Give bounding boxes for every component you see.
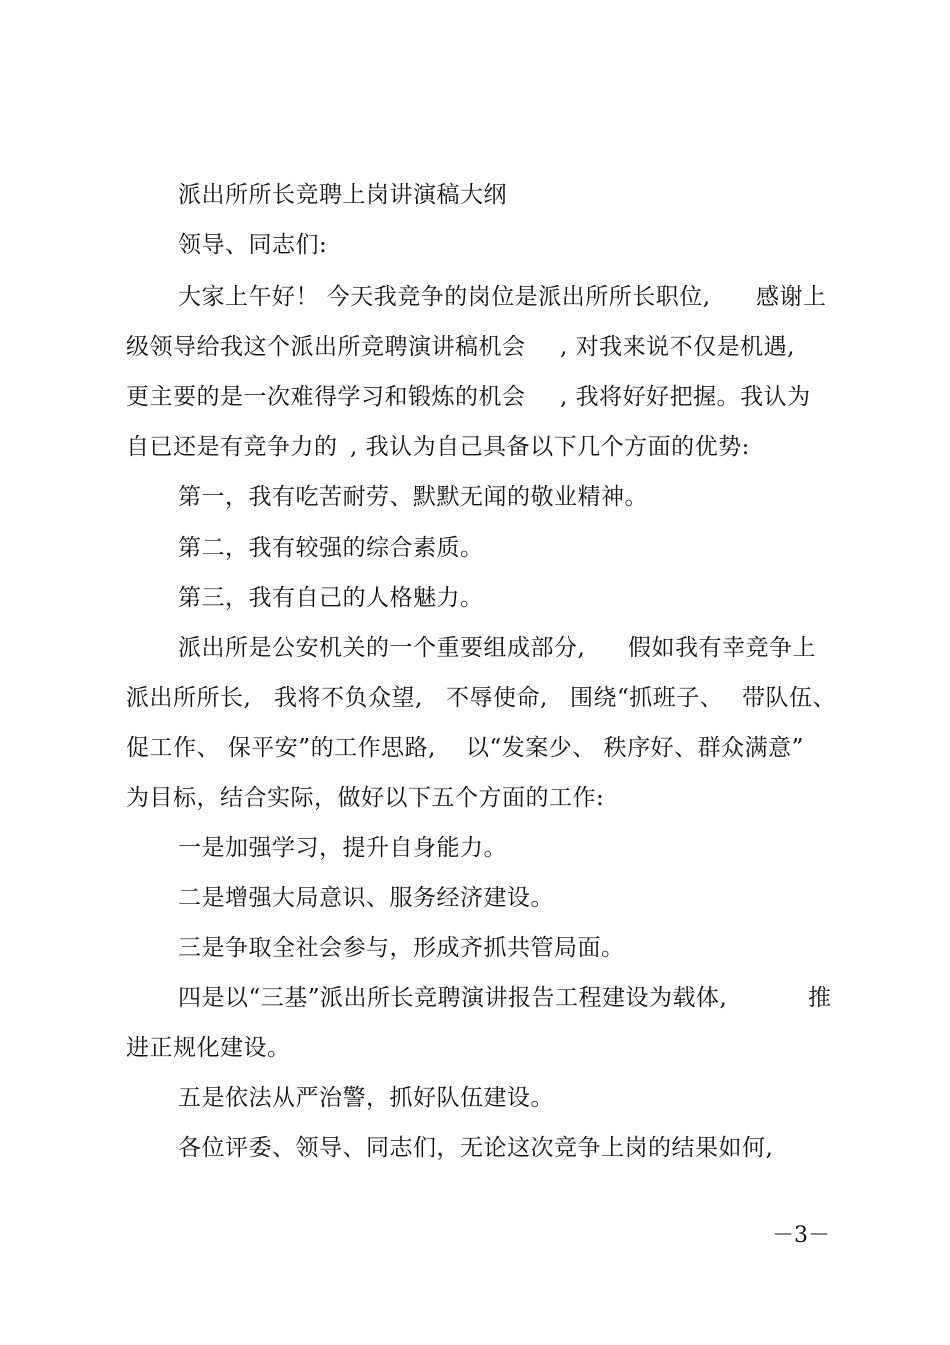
advantage-1: 第一，我有吃苦耐劳、默默无闻的敬业精神。 bbox=[178, 484, 648, 510]
plan-line-1: 派出所是公安机关的一个重要组成部分, bbox=[178, 635, 586, 661]
advantage-3: 第三，我有自己的人格魅力。 bbox=[178, 585, 484, 611]
plan-line-2e: 带队伍、 bbox=[742, 685, 836, 711]
intro-line-1-end: 感谢上 bbox=[756, 284, 827, 310]
task-2: 二是增强大局意识、服务经济建设。 bbox=[178, 885, 554, 911]
document-title: 派出所所长竞聘上岗讲演稿大纲 bbox=[178, 182, 507, 208]
task-3: 三是争取全社会参与，形成齐抓共管局面。 bbox=[178, 935, 625, 961]
closing-line: 各位评委、领导、同志们，无论这次竞争上岗的结果如何, bbox=[178, 1135, 774, 1161]
task-4-end: 推 bbox=[808, 985, 832, 1011]
plan-line-2b: 我将不负众望, bbox=[274, 685, 423, 711]
task-4: 四是以“三基”派出所长竞聘演讲报告工程建设为载体, bbox=[178, 985, 728, 1011]
plan-line-2c: 不辱使命, bbox=[446, 685, 548, 711]
advantage-2: 第二，我有较强的综合素质。 bbox=[178, 535, 484, 561]
intro-line-2: 级领导给我这个派出所竞聘演讲稿机会 bbox=[126, 334, 526, 360]
intro-line-1 bbox=[178, 282, 711, 312]
plan-line-3a: 促工作、 保平安”的工作思路, bbox=[126, 735, 436, 761]
intro-line-3-end: , 我将好好把握。我认为 bbox=[560, 384, 811, 410]
task-5: 五是依法从严治警，抓好队伍建设。 bbox=[178, 1085, 554, 1111]
plan-line-1-end: 假如我有幸竞争上 bbox=[628, 635, 816, 661]
plan-line-3b: 以“发案少、 秩序好、群众满意” bbox=[466, 735, 804, 761]
task-1: 一是加强学习，提升自身能力。 bbox=[178, 835, 507, 861]
plan-line-4: 为目标，结合实际，做好以下五个方面的工作: bbox=[126, 785, 605, 811]
intro-line-2-end: , 对我来说不仅是机遇, bbox=[560, 334, 795, 360]
intro-line-1-text: 大家上午好！ 今天我竞争的岗位是派出所所长职位, bbox=[178, 284, 711, 310]
plan-line-2a: 派出所所长, bbox=[126, 685, 252, 711]
intro-line-4: 自已还是有竞争力的 bbox=[126, 434, 338, 460]
intro-line-4-end: , 我认为自己具备以下几个方面的优势: bbox=[350, 434, 750, 460]
intro-line-3: 更主要的是一次难得学习和锻炼的机会 bbox=[126, 384, 526, 410]
greeting: 领导、同志们: bbox=[178, 232, 328, 258]
plan-line-2d: 围绕“抓班子、 bbox=[570, 685, 724, 711]
page-number: －3－ bbox=[772, 1223, 830, 1248]
task-4-continued: 进正规化建设。 bbox=[126, 1035, 291, 1061]
